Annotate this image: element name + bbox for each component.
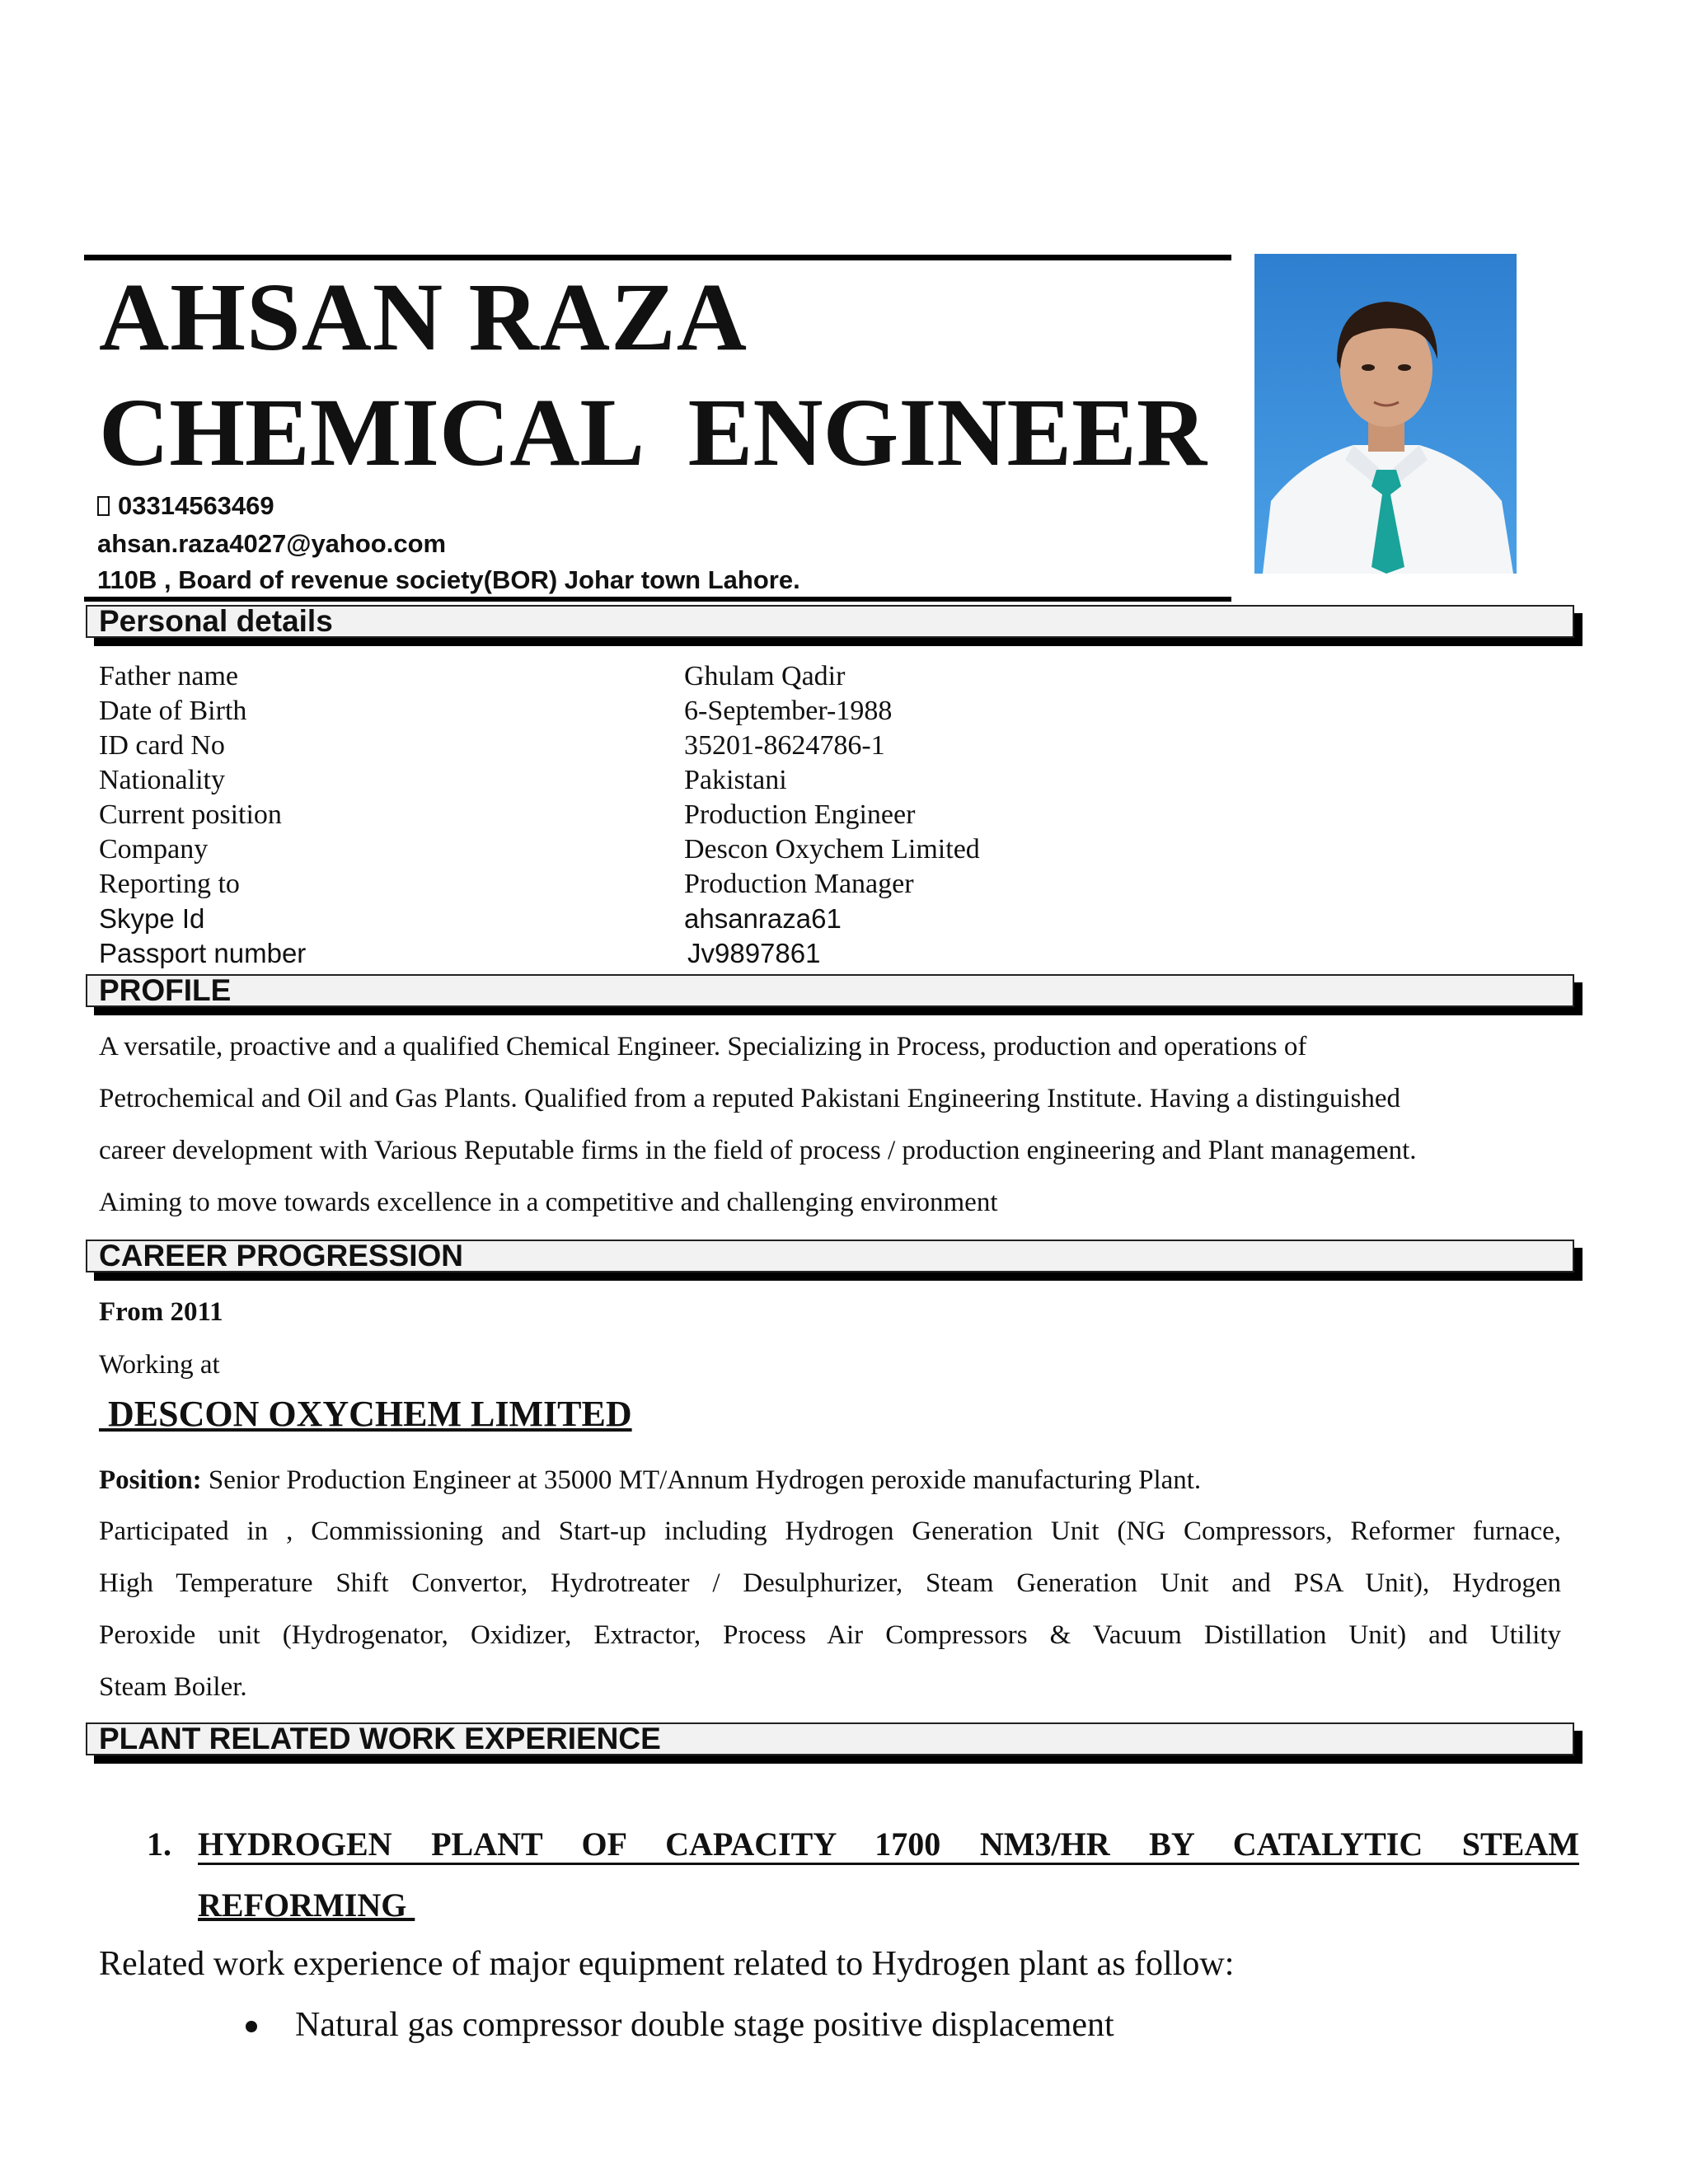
section-profile [86,974,1574,1007]
section-plant-experience [86,1722,1574,1755]
position-text: Senior Production Engineer at 35000 MT/Annum Hydrogen peroxide manufacturing Plant. [201,1465,1202,1495]
label-id-card: ID card No [99,730,225,761]
profile-line: A versatile, proactive and a qualified Chemical Engineer. Specializing in Process, production and operations of [99,1032,1307,1062]
section-heading: PROFILE [86,974,1574,1007]
section-career-progression [86,1240,1574,1272]
career-from: From 2011 [99,1297,223,1327]
phone-icon [97,496,110,516]
email-address[interactable]: ahsan.raza4027@yahoo.com [97,529,447,558]
value-father-name: Ghulam Qadir [684,661,846,691]
header-bottom-rule [84,597,1231,602]
value-reporting-to: Production Manager [684,869,914,899]
career-line: High Temperature Shift Convertor, Hydrotreater / Desulphurizer, Steam Generation Unit and PSA Unit), Hydrogen [99,1568,1561,1598]
candidate-title: CHEMICAL ENGINEER [99,378,1207,486]
value-passport-number: Jv9897861 [687,938,821,968]
section-heading: Personal details [86,605,1574,638]
career-line: Steam Boiler. [99,1672,247,1702]
label-nationality: Nationality [99,765,225,795]
plant-item-number: 1. [147,1825,171,1863]
label-reporting-to: Reporting to [99,869,240,899]
value-id-card: 35201-8624786-1 [684,730,885,761]
postal-address: 110B , Board of revenue society(BOR) Johar town Lahore. [97,565,800,594]
plant-related-intro: Related work experience of major equipment related to Hydrogen plant as follow: [99,1945,1235,1983]
value-skype-id: ahsanraza61 [684,903,842,934]
section-heading: CAREER PROGRESSION [86,1240,1574,1272]
profile-line: Petrochemical and Oil and Gas Plants. Qualified from a reputed Pakistani Engineering Institute. Having a distinguished [99,1084,1401,1113]
career-position [99,1467,1201,1494]
section-heading: PLANT RELATED WORK EXPERIENCE [86,1722,1574,1755]
career-company-name: DESCON OXYCHEM LIMITED [99,1394,632,1434]
bullet-icon [246,2021,257,2032]
career-line: Participated in , Commissioning and Start-up including Hydrogen Generation Unit (NG Compressors, Reformer furnace, [99,1516,1561,1546]
profile-line: Aiming to move towards excellence in a competitive and challenging environment [99,1188,998,1217]
value-company: Descon Oxychem Limited [684,834,980,865]
value-nationality: Pakistani [684,765,787,795]
plant-item-title-line2: REFORMING [198,1886,415,1924]
label-company: Company [99,834,209,865]
profile-line: career development with Various Reputable firms in the field of process / production engineering and Plant management. [99,1136,1417,1165]
label-father-name: Father name [99,661,238,691]
career-working-at: Working at [99,1350,220,1380]
label-skype-id: Skype Id [99,903,205,934]
header-top-rule [84,255,1231,260]
value-current-position: Production Engineer [684,799,916,830]
plant-item-title-underline [198,1863,1579,1865]
career-line: Peroxide unit (Hydrogenator, Oxidizer, Extractor, Process Air Compressors & Vacuum Distillation Unit) and Utility [99,1620,1561,1650]
label-date-of-birth: Date of Birth [99,696,247,726]
candidate-name: AHSAN RAZA [99,263,748,371]
section-personal-details [86,605,1574,638]
profile-photo [1254,254,1517,574]
plant-bullet-item: Natural gas compressor double stage positive displacement [295,2006,1114,2044]
label-passport-number: Passport number [99,938,307,968]
profile-photo-image [1254,254,1517,574]
value-date-of-birth: 6-September-1988 [684,696,893,726]
phone-number: 03314563469 [118,491,274,520]
label-current-position: Current position [99,799,282,830]
plant-item-title-line1: HYDROGEN PLANT OF CAPACITY 1700 NM3/HR BY CATALYTIC STEAM [198,1825,1579,1863]
phone-row [97,493,274,518]
position-label: Position: [99,1465,202,1495]
